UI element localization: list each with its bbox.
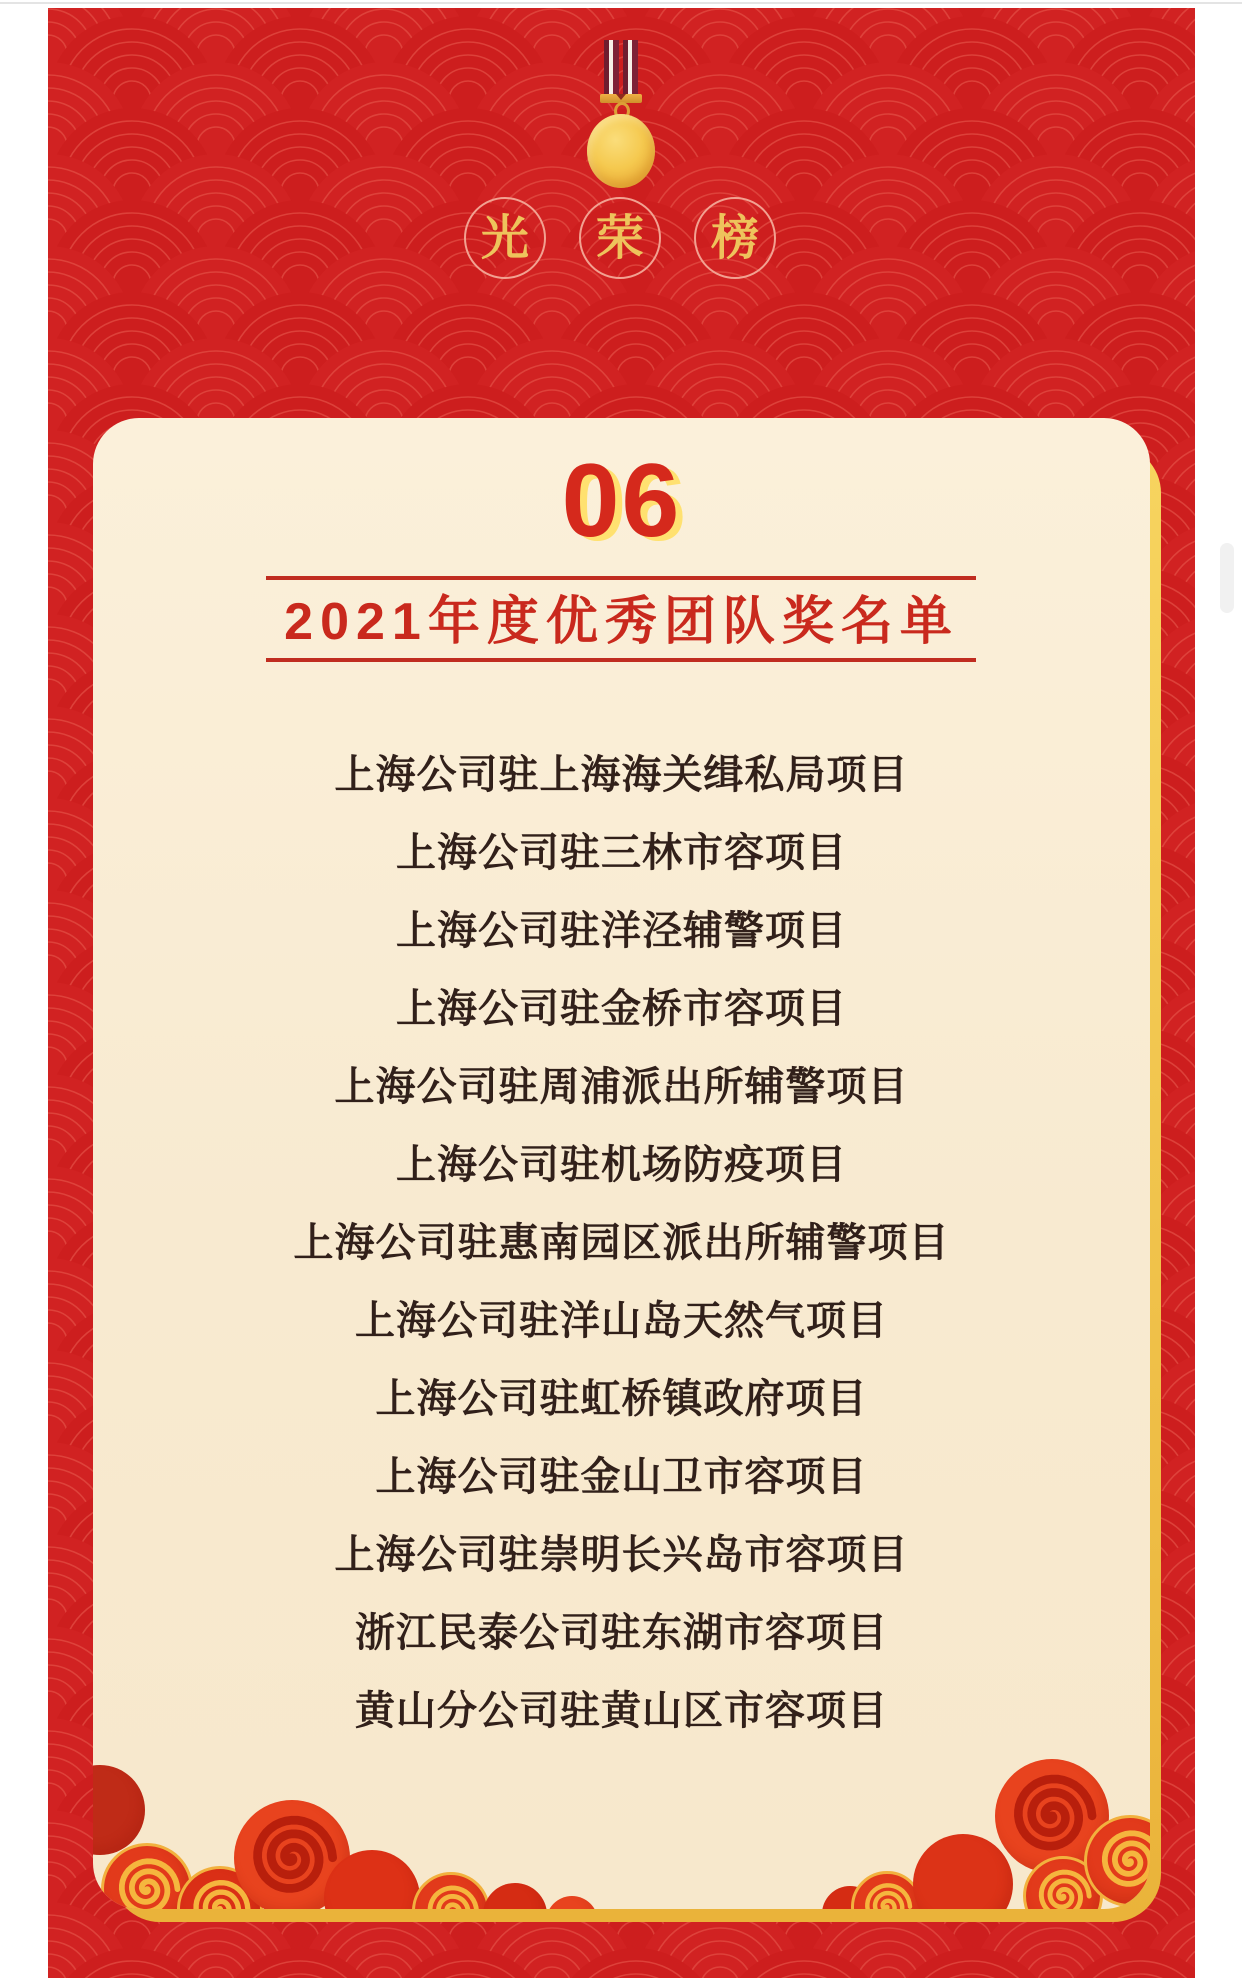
honor-char-circle: 荣 — [579, 197, 661, 279]
title-rule-bottom — [266, 658, 976, 662]
team-list-item: 浙江民泰公司驻东湖市容项目 — [355, 1611, 888, 1655]
honor-char-circle: 榜 — [694, 197, 776, 279]
team-list-item: 上海公司驻三林市容项目 — [396, 831, 847, 875]
team-list-item: 上海公司驻洋泾辅警项目 — [396, 909, 847, 953]
award-card — [93, 418, 1150, 1909]
team-list-item: 上海公司驻金桥市容项目 — [396, 987, 847, 1031]
team-list-item: 上海公司驻金山卫市容项目 — [375, 1455, 868, 1499]
team-list-item: 黄山分公司驻黄山区市容项目 — [355, 1689, 888, 1733]
medal-clasp-notch — [616, 94, 626, 100]
team-list-item: 上海公司驻惠南园区派出所辅警项目 — [293, 1221, 950, 1265]
award-list-title: 2021年度优秀团队奖名单 — [284, 593, 959, 651]
team-list-item: 上海公司驻机场防疫项目 — [396, 1143, 847, 1187]
cloud-ornament — [412, 1872, 490, 1909]
cloud-ornament — [93, 1765, 145, 1855]
team-list-item: 上海公司驻崇明长兴岛市容项目 — [334, 1533, 909, 1577]
cloud-ornament — [1084, 1815, 1150, 1907]
cloud-ornament — [913, 1834, 1013, 1909]
team-list-item: 上海公司驻洋山岛天然气项目 — [355, 1299, 888, 1343]
page-top-border — [0, 2, 1242, 4]
title-rule-top — [266, 576, 976, 580]
team-list — [93, 736, 1150, 1750]
cloud-ornament — [483, 1883, 547, 1909]
team-list-item: 上海公司驻虹桥镇政府项目 — [375, 1377, 868, 1421]
gold-medal-disc — [587, 114, 655, 188]
cloud-ornament — [851, 1871, 923, 1909]
scrollbar-thumb[interactable] — [1220, 543, 1234, 613]
cloud-ornament — [546, 1896, 598, 1909]
team-list-item: 上海公司驻上海海关缉私局项目 — [334, 753, 909, 797]
honor-char-circle: 光 — [464, 197, 546, 279]
medal-ribbon-right — [623, 40, 638, 96]
section-number: 06 — [561, 443, 682, 559]
medal-ribbon-left — [604, 40, 619, 96]
team-list-item: 上海公司驻周浦派出所辅警项目 — [334, 1065, 909, 1109]
